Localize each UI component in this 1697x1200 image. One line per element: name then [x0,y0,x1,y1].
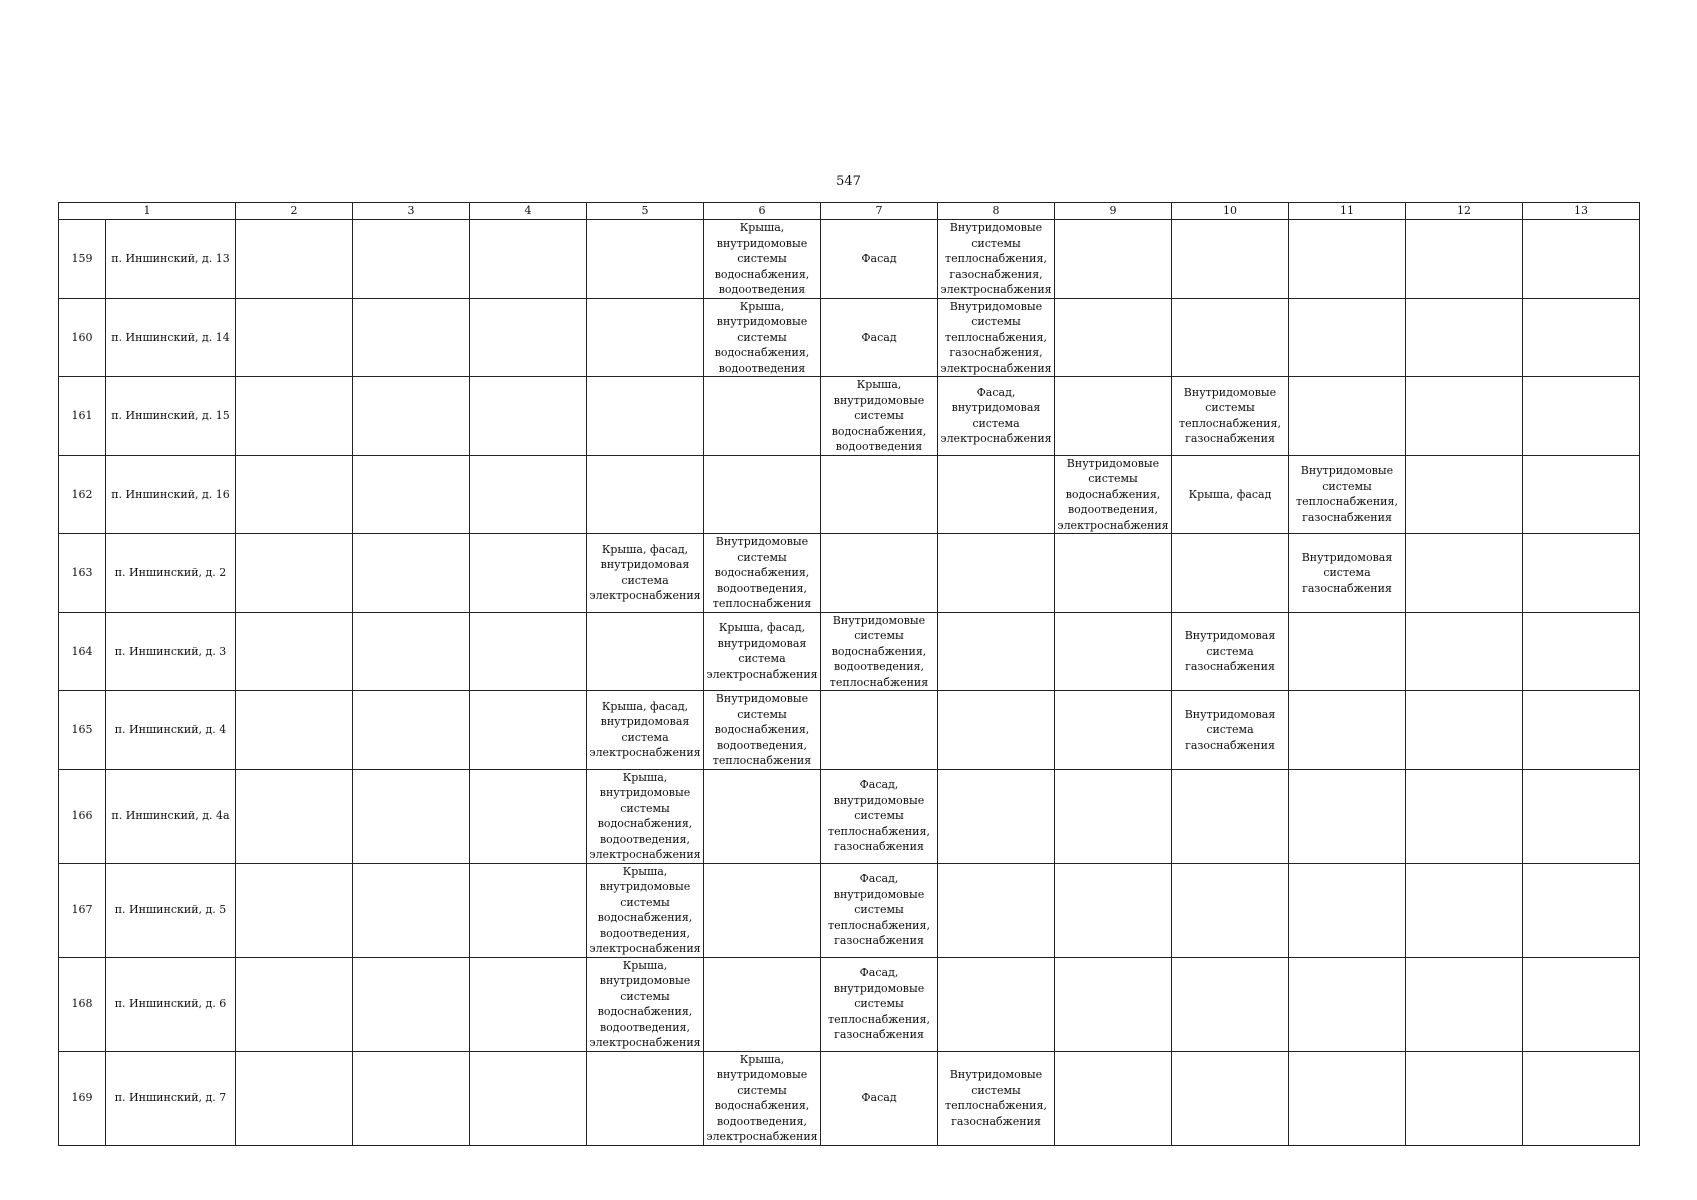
work-cell [236,957,353,1051]
work-cell [236,298,353,377]
address-cell: п. Иншинский, д. 5 [106,863,236,957]
work-cell [1172,220,1289,299]
work-cell [353,863,470,957]
work-cell [1406,957,1523,1051]
work-cell [1289,863,1406,957]
work-cell [353,534,470,613]
work-cell [470,455,587,534]
work-cell [704,863,821,957]
address-cell: п. Иншинский, д. 4а [106,769,236,863]
work-cell [353,455,470,534]
work-cell [353,691,470,770]
header-row [59,203,1640,220]
work-cell [938,769,1055,863]
work-cell [938,691,1055,770]
work-cell [236,691,353,770]
row-number: 168 [59,957,106,1051]
work-cell [704,455,821,534]
work-cell [704,769,821,863]
work-cell [1289,769,1406,863]
work-cell [1055,1051,1172,1145]
work-cell [1289,1051,1406,1145]
row-number: 159 [59,220,106,299]
page-number: 547 [836,174,861,189]
work-cell [1055,534,1172,613]
table-row [59,863,1640,957]
work-cell: Крыша, фасад, внутридомовая система электроснабжения [704,612,821,691]
work-cell: Крыша, внутридомовые системы водоснабжения, водоотведения [821,377,938,456]
work-cell [1406,377,1523,456]
work-cell: Крыша, внутридомовые системы водоснабжения, водоотведения [704,220,821,299]
work-cell: Внутридомовая система газоснабжения [1172,612,1289,691]
table-row [59,377,1640,456]
table-row [59,220,1640,299]
row-number: 166 [59,769,106,863]
work-cell: Внутридомовые системы водоснабжения, водоотведения, электроснабжения [1055,455,1172,534]
work-cell [236,612,353,691]
work-cell [236,769,353,863]
column-header: 11 [1289,203,1406,220]
data-table [58,202,1640,1146]
table-row [59,612,1640,691]
work-cell [353,220,470,299]
work-cell [1055,612,1172,691]
table-row [59,534,1640,613]
work-cell [1523,612,1640,691]
work-cell [587,455,704,534]
work-cell [1523,377,1640,456]
work-cell [1055,691,1172,770]
work-cell [1406,769,1523,863]
table-row [59,691,1640,770]
work-cell: Крыша, внутридомовые системы водоснабжения, водоотведения, электроснабжения [587,769,704,863]
column-header: 6 [704,203,821,220]
table-row [59,769,1640,863]
table-body [59,220,1640,1146]
address-cell: п. Иншинский, д. 6 [106,957,236,1051]
work-cell [1523,769,1640,863]
work-cell [236,534,353,613]
row-number: 164 [59,612,106,691]
work-cell [938,612,1055,691]
work-cell: Внутридомовая система газоснабжения [1289,534,1406,613]
table-row [59,455,1640,534]
work-cell: Фасад, внутридомовые системы теплоснабжения, газоснабжения [821,769,938,863]
column-header: 2 [236,203,353,220]
work-cell [236,455,353,534]
work-cell [470,220,587,299]
table-row [59,1051,1640,1145]
work-cell [821,534,938,613]
column-header: 4 [470,203,587,220]
work-cell [353,957,470,1051]
work-cell [1523,534,1640,613]
work-cell [353,1051,470,1145]
work-cell [821,455,938,534]
column-header: 8 [938,203,1055,220]
work-cell [1406,863,1523,957]
table-row [59,298,1640,377]
work-cell [1523,957,1640,1051]
column-header: 1 [59,203,236,220]
work-cell: Фасад [821,1051,938,1145]
row-number: 162 [59,455,106,534]
work-cell [1406,691,1523,770]
work-cell [1523,863,1640,957]
work-cell [1055,298,1172,377]
address-cell: п. Иншинский, д. 16 [106,455,236,534]
work-cell [1289,957,1406,1051]
work-cell [470,1051,587,1145]
work-cell [1055,769,1172,863]
work-cell [587,1051,704,1145]
row-number: 161 [59,377,106,456]
row-number: 163 [59,534,106,613]
work-cell [470,769,587,863]
work-cell [1055,863,1172,957]
work-cell: Крыша, фасад, внутридомовая система электроснабжения [587,534,704,613]
address-cell: п. Иншинский, д. 3 [106,612,236,691]
work-cell [1289,220,1406,299]
work-cell [821,691,938,770]
work-cell: Крыша, внутридомовые системы водоснабжения, водоотведения [704,298,821,377]
work-cell [470,298,587,377]
work-cell [1406,534,1523,613]
work-cell: Крыша, фасад [1172,455,1289,534]
work-cell [1172,1051,1289,1145]
work-cell: Фасад [821,298,938,377]
work-cell: Крыша, фасад, внутридомовая система электроснабжения [587,691,704,770]
work-cell [1406,1051,1523,1145]
work-cell: Внутридомовые системы теплоснабжения, газоснабжения [938,1051,1055,1145]
work-cell [1289,612,1406,691]
work-cell [1523,691,1640,770]
work-cell [938,957,1055,1051]
work-cell [938,455,1055,534]
work-cell [1406,612,1523,691]
work-cell [704,377,821,456]
work-cell: Внутридомовая система газоснабжения [1172,691,1289,770]
column-header: 7 [821,203,938,220]
work-cell [1523,298,1640,377]
address-cell: п. Иншинский, д. 4 [106,691,236,770]
work-cell [470,957,587,1051]
work-cell: Крыша, внутридомовые системы водоснабжения, водоотведения, электроснабжения [587,863,704,957]
work-cell [1406,455,1523,534]
work-cell [1055,957,1172,1051]
address-cell: п. Иншинский, д. 15 [106,377,236,456]
work-cell [470,377,587,456]
work-cell [470,863,587,957]
work-cell: Внутридомовые системы теплоснабжения, газоснабжения [1172,377,1289,456]
work-cell [1055,377,1172,456]
work-cell [1406,220,1523,299]
column-header: 3 [353,203,470,220]
work-cell: Крыша, внутридомовые системы водоснабжения, водоотведения, электроснабжения [704,1051,821,1145]
work-cell [587,612,704,691]
work-cell: Внутридомовые системы теплоснабжения, газоснабжения [1289,455,1406,534]
work-cell [1523,1051,1640,1145]
work-cell [587,377,704,456]
work-cell [236,377,353,456]
work-cell [938,863,1055,957]
work-cell [1172,534,1289,613]
work-cell [353,769,470,863]
address-cell: п. Иншинский, д. 7 [106,1051,236,1145]
work-cell [1172,863,1289,957]
work-cell: Внутридомовые системы водоснабжения, водоотведения, теплоснабжения [704,534,821,613]
work-cell: Внутридомовые системы теплоснабжения, газоснабжения, электроснабжения [938,298,1055,377]
work-cell [470,691,587,770]
work-cell [470,612,587,691]
work-cell [236,220,353,299]
work-cell [236,1051,353,1145]
work-cell [1055,220,1172,299]
row-number: 160 [59,298,106,377]
work-cell: Внутридомовые системы теплоснабжения, газоснабжения, электроснабжения [938,220,1055,299]
work-cell: Фасад, внутридомовые системы теплоснабжения, газоснабжения [821,863,938,957]
work-cell [938,534,1055,613]
work-cell [1172,957,1289,1051]
work-cell [1172,769,1289,863]
work-cell [1172,298,1289,377]
work-cell [587,220,704,299]
work-cell [1406,298,1523,377]
address-cell: п. Иншинский, д. 13 [106,220,236,299]
address-cell: п. Иншинский, д. 2 [106,534,236,613]
column-header: 9 [1055,203,1172,220]
address-cell: п. Иншинский, д. 14 [106,298,236,377]
row-number: 167 [59,863,106,957]
row-number: 165 [59,691,106,770]
work-cell [587,298,704,377]
work-cell [704,957,821,1051]
work-cell [353,377,470,456]
table-row [59,957,1640,1051]
work-cell [1289,377,1406,456]
work-cell: Фасад, внутридомовые системы теплоснабжения, газоснабжения [821,957,938,1051]
work-cell [1523,455,1640,534]
column-header: 10 [1172,203,1289,220]
work-cell: Внутридомовые системы водоснабжения, водоотведения, теплоснабжения [821,612,938,691]
work-cell [353,612,470,691]
work-cell [236,863,353,957]
work-cell [470,534,587,613]
column-header: 13 [1523,203,1640,220]
column-header: 5 [587,203,704,220]
row-number: 169 [59,1051,106,1145]
work-cell: Фасад [821,220,938,299]
work-cell [1523,220,1640,299]
work-cell [353,298,470,377]
work-cell [1289,691,1406,770]
column-header: 12 [1406,203,1523,220]
work-cell [1289,298,1406,377]
work-cell: Фасад, внутридомовая система электроснабжения [938,377,1055,456]
work-cell: Внутридомовые системы водоснабжения, водоотведения, теплоснабжения [704,691,821,770]
work-cell: Крыша, внутридомовые системы водоснабжения, водоотведения, электроснабжения [587,957,704,1051]
